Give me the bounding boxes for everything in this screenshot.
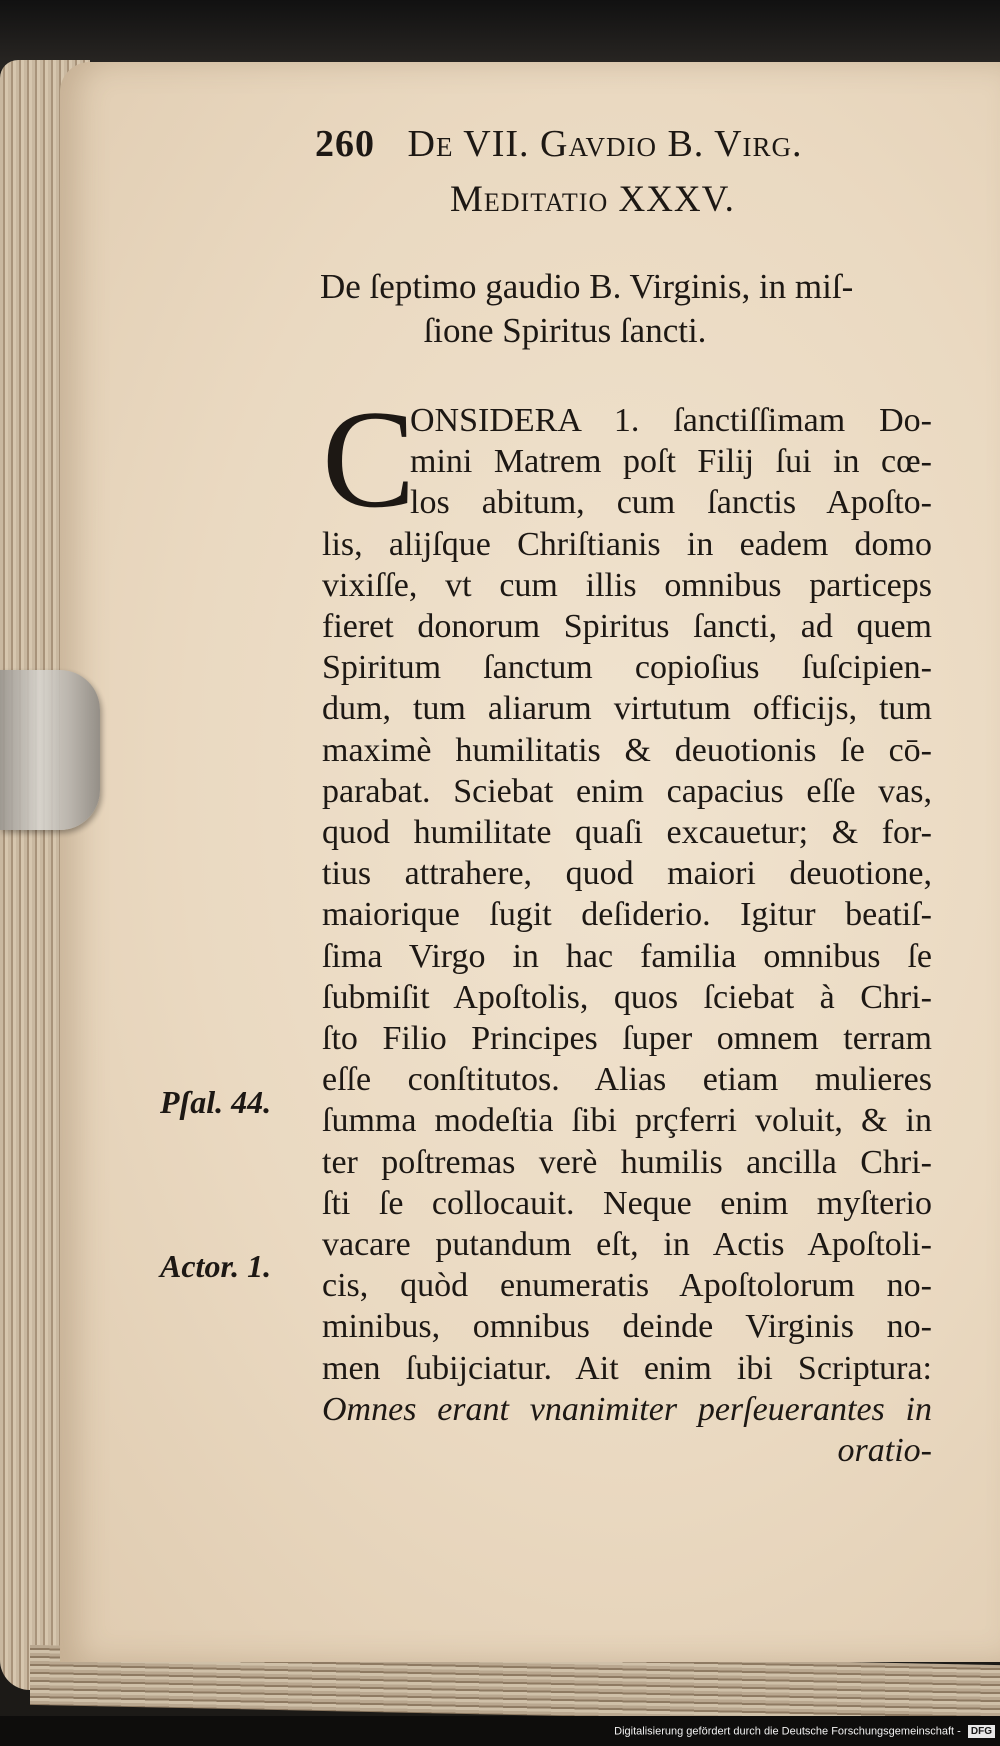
body-line: men ſubijciatur. Ait enim ibi Scriptura:: [322, 1349, 932, 1387]
body-line: lis, alijſque Chriſtianis in eadem domo: [322, 525, 932, 563]
body-line: ONSIDERA 1. ſanctiſſimam Do-: [410, 402, 932, 439]
credit-text: Digitalisierung gefördert durch die Deutsche Forschungsgemeinschaft -: [614, 1725, 961, 1738]
body-line: mini Matrem poſt Filij ſui in cœ-: [410, 443, 932, 481]
body-line: ſumma modeſtia ſibi prçferri voluit, & in: [322, 1102, 932, 1140]
body-line: ſima Virgo in hac familia omnibus ſe: [322, 937, 932, 975]
catchword: oratio-: [837, 1432, 932, 1469]
chapter-title-line-1: De ſeptimo gaudio B. Virginis, in miſ-: [320, 267, 854, 306]
body-line-italic: Omnes erant vnanimiter perſeuerantes in: [322, 1390, 932, 1428]
body-line: ſubmiſit Apoſtolis, quos ſciebat à Chri-: [322, 978, 932, 1016]
running-head-title: De VII. Gavdio B. Virg.: [407, 123, 803, 165]
body-line: maiorique ſugit deſiderio. Igitur beatiſ-: [322, 896, 932, 934]
dfg-logo: DFG: [968, 1725, 995, 1738]
background-top: [0, 0, 1000, 70]
body-line: ter poſtremas verè humilis ancilla Chri-: [322, 1143, 932, 1181]
body-line: eſſe conſtitutos. Alias etiam mulieres: [322, 1061, 932, 1099]
digitization-credit: [600, 1725, 995, 1741]
body-line: minibus, omnibus deinde Virginis no-: [322, 1308, 932, 1346]
body-line: tius attrahere, quod maiori deuotione,: [322, 855, 932, 893]
body-line: ſto Filio Principes ſuper omnem terram: [322, 1020, 932, 1057]
body-line: dum, tum aliarum virtutum officijs, tum: [322, 690, 932, 728]
drop-cap: C: [322, 382, 416, 537]
body-line: fieret donorum Spiritus ſancti, ad quem: [322, 608, 932, 645]
page-clip: [0, 670, 100, 830]
margin-note-psalm: Pſal. 44.: [160, 1084, 272, 1120]
running-header: [315, 122, 915, 172]
body-line: cis, quòd enumeratis Apoſtolorum no-: [322, 1267, 932, 1305]
page-number: 260: [315, 123, 375, 165]
body-line: Spiritum ſanctum copioſius ſuſcipien-: [322, 649, 932, 687]
body-line: quod humilitate quaſi excauetur; & for-: [322, 814, 932, 851]
chapter-title-line-2: ſione Spiritus ſancti.: [423, 311, 707, 350]
body-line: vacare putandum eſt, in Actis Apoſtoli-: [322, 1226, 932, 1263]
margin-note-acts: Actor. 1.: [160, 1248, 272, 1284]
meditation-heading: Meditatio XXXV.: [450, 179, 735, 220]
body-line: los abitum, cum ſanctis Apoſto-: [410, 484, 932, 522]
body-line: vixiſſe, vt cum illis omnibus particeps: [322, 566, 932, 604]
body-line: ſti ſe collocauit. Neque enim myſterio: [322, 1184, 932, 1222]
body-line: parabat. Sciebat enim capacius eſſe vas,: [322, 772, 932, 810]
chapter-title: [320, 265, 960, 353]
body-line: maximè humilitatis & deuotionis ſe cō-: [322, 731, 932, 769]
